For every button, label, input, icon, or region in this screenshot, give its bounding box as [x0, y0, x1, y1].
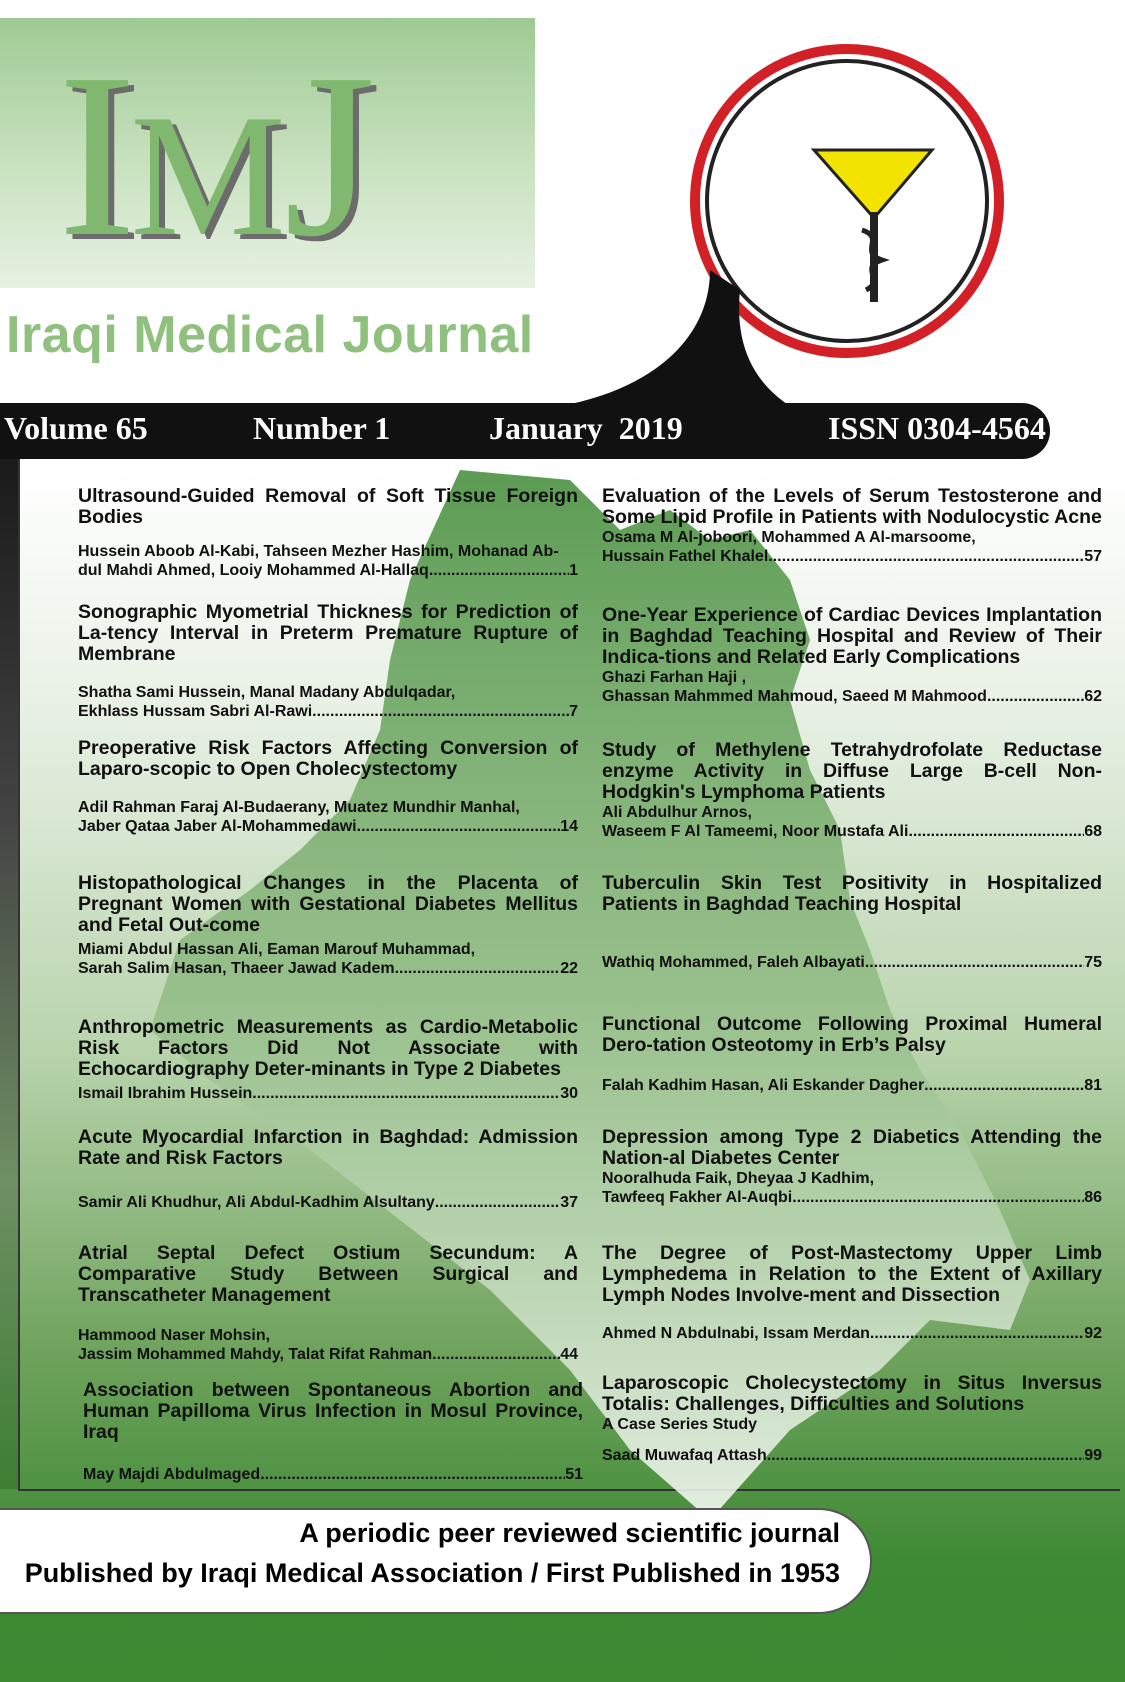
article-authors [78, 683, 578, 721]
article-authors [78, 542, 578, 580]
issue-date: January 2019 [489, 410, 683, 446]
article-title: Evaluation of the Levels of Serum Testosterone and Some Lipid Profile in Patients with Nodulocystic Acne [602, 485, 1102, 528]
journal-description: A periodic peer reviewed scientific journal [299, 1518, 840, 1548]
authors-line: Ismail Ibrahim Hussein [78, 1085, 253, 1102]
authors-line: May Majdi Abdulmaged [83, 1466, 261, 1483]
authors-line: Jaber Qataa Jaber Al-Mohammedawi [78, 818, 357, 835]
toc-entry[interactable] [602, 873, 1102, 972]
publisher-banner [0, 1508, 872, 1614]
article-title: Atrial Septal Defect Ostium Secundum: A Comparative Study Between Surgical and Transcatheter Management [78, 1242, 578, 1306]
article-authors [602, 1324, 1102, 1343]
article-title: One-Year Experience of Cardiac Devices Implantation in Baghdad Teaching Hospital and Review of Their Indica-tions and Related Early Complications [602, 604, 1102, 668]
toc-entry[interactable] [78, 1243, 578, 1364]
authors-line: Samir Ali Khudhur, Ali Abdul-Kadhim Alsultany [78, 1194, 435, 1211]
article-title: Sonographic Myometrial Thickness for Prediction of La-tency Interval in Preterm Premature Rupture of Membrane [78, 601, 578, 665]
left-strip [0, 459, 20, 1489]
article-authors [602, 528, 1102, 566]
page-number: 51 [565, 1466, 583, 1483]
article-authors [602, 1076, 1102, 1095]
page-number: 62 [1084, 688, 1102, 705]
toc-entry[interactable] [602, 1243, 1102, 1343]
toc-entry[interactable] [602, 1014, 1102, 1095]
toc-entry[interactable] [78, 738, 578, 836]
article-title: Tuberculin Skin Test Positivity in Hospitalized Patients in Baghdad Teaching Hospital [602, 872, 1102, 915]
issn-label: ISSN 0304-4564 [828, 410, 1046, 446]
authors-line: Tawfeeq Fakher Al-Auqbi [602, 1189, 793, 1206]
page-number: 92 [1084, 1325, 1102, 1342]
authors-line: Nooralhuda Faik, Dheyaa J Kadhim, [602, 1170, 875, 1187]
toc-entry[interactable] [602, 1127, 1102, 1207]
number-label: Number 1 [253, 410, 391, 446]
authors-line: Wathiq Mohammed, Faleh Albayati [602, 954, 865, 971]
authors-line: dul Mahdi Ahmed, Looiy Mohammed Al-Hallaq [78, 562, 429, 579]
article-title: Ultrasound-Guided Removal of Soft Tissue Foreign Bodies [78, 485, 578, 528]
article-authors [78, 940, 578, 978]
toc-entry[interactable] [602, 1373, 1102, 1465]
toc-entry[interactable] [78, 873, 578, 978]
article-title: Functional Outcome Following Proximal Humeral Dero-tation Osteotomy in Erb’s Palsy [602, 1013, 1102, 1056]
authors-line: Ghazi Farhan Haji , [602, 669, 747, 686]
page-number: 81 [1084, 1077, 1102, 1094]
page-number: 22 [560, 960, 578, 977]
page-number: 30 [560, 1085, 578, 1102]
authors-line: Ghassan Mahmmed Mahmoud, Saeed M Mahmood [602, 688, 987, 705]
page-number: 86 [1084, 1189, 1102, 1206]
toc-entry[interactable] [78, 1017, 578, 1103]
volume-label: Volume 65 [4, 410, 148, 446]
authors-line: Waseem F Al Tameemi, Noor Mustafa Ali [602, 823, 909, 840]
article-subtitle: A Case Series Study [602, 1416, 758, 1433]
article-authors [78, 1193, 578, 1212]
authors-line: Shatha Sami Hussein, Manal Madany Abdulqadar, [78, 684, 456, 701]
article-title: The Degree of Post-Mastectomy Upper Limb Lymphedema in Relation to the Extent of Axillary Lymph Nodes Involve-ment and Dissection [602, 1242, 1102, 1306]
article-title: Laparoscopic Cholecystectomy in Situs Inversus Totalis: Challenges, Difficulties and Solutions [602, 1372, 1102, 1415]
publisher-line: Published by Iraqi Medical Association / First Published in 1953 [24, 1558, 840, 1588]
authors-line: Ekhlass Hussam Sabri Al-Rawi [78, 703, 313, 720]
seal-stem [560, 270, 790, 410]
toc-entry[interactable] [78, 1127, 578, 1212]
article-authors [602, 803, 1102, 841]
page-number: 7 [569, 703, 578, 720]
logo-letter-i: I [58, 25, 131, 285]
toc-entry[interactable] [83, 1380, 583, 1484]
toc-entry[interactable] [78, 602, 578, 721]
logo-letter-j: J [283, 25, 370, 285]
article-title: Acute Myocardial Infarction in Baghdad: Admission Rate and Risk Factors [78, 1126, 578, 1169]
toc-entry[interactable] [78, 486, 578, 580]
authors-line: Hussain Fathel Khalel [602, 548, 769, 565]
authors-line: Falah Kadhim Hasan, Ali Eskander Dagher [602, 1077, 925, 1094]
authors-line: Saad Muwafaq Attash [602, 1447, 767, 1464]
page-number: 75 [1084, 954, 1102, 971]
toc-entry[interactable] [602, 605, 1102, 706]
authors-line: Miami Abdul Hassan Ali, Eaman Marouf Muhammad, [78, 941, 476, 958]
article-title: Preoperative Risk Factors Affecting Conversion of Laparo-scopic to Open Cholecystectomy [78, 737, 578, 780]
article-title: Depression among Type 2 Diabetics Attending the Nation-al Diabetes Center [602, 1126, 1102, 1169]
article-authors [83, 1465, 583, 1484]
journal-logo-text [58, 25, 370, 293]
article-authors [602, 1446, 1102, 1465]
authors-line: Jassim Mohammed Mahdy, Talat Rifat Rahman [78, 1346, 433, 1363]
authors-line: Ali Abdulhur Arnos, [602, 804, 752, 821]
authors-line: Hammood Naser Mohsin, [78, 1327, 271, 1344]
page-number: 14 [560, 818, 578, 835]
article-authors [78, 1326, 578, 1364]
page-number: 99 [1084, 1447, 1102, 1464]
journal-name: Iraqi Medical Journal [6, 306, 534, 364]
article-title: Association between Spontaneous Abortion and Human Papilloma Virus Infection in Mosul Province, Iraq [83, 1379, 583, 1443]
article-authors [602, 953, 1102, 972]
authors-line: Adil Rahman Faraj Al-Budaerany, Muatez Mundhir Manhal, [78, 799, 520, 816]
article-title: Anthropometric Measurements as Cardio-Metabolic Risk Factors Did Not Associate with Echocardiography Deter-minants in Type 2 Diabetes [78, 1016, 578, 1080]
authors-line: Osama M Al-joboori, Mohammed A Al-marsoome, [602, 529, 976, 546]
page-number: 44 [560, 1346, 578, 1363]
logo-letter-m: M [130, 78, 284, 272]
page-number: 1 [569, 562, 578, 579]
article-title: Study of Methylene Tetrahydrofolate Reductase enzyme Activity in Diffuse Large B-cell Non-Hodgkin's Lymphoma Patients [602, 739, 1102, 803]
page-number: 68 [1084, 823, 1102, 840]
article-authors [78, 1084, 578, 1103]
page-number: 37 [560, 1194, 578, 1211]
authors-line: Hussein Aboob Al-Kabi, Tahseen Mezher Hashim, Mohanad Ab- [78, 543, 559, 560]
toc-entry[interactable] [602, 486, 1102, 566]
toc-entry[interactable] [602, 740, 1102, 841]
authors-line: Sarah Salim Hasan, Thaeer Jawad Kadem [78, 960, 395, 977]
authors-line: Ahmed N Abdulnabi, Issam Merdan [602, 1325, 870, 1342]
article-authors [602, 668, 1102, 706]
article-authors [602, 1169, 1102, 1207]
page-number: 57 [1084, 548, 1102, 565]
article-title: Histopathological Changes in the Placenta of Pregnant Women with Gestational Diabetes Mellitus and Fetal Out-come [78, 872, 578, 936]
article-authors [78, 798, 578, 836]
issue-bar [0, 403, 1050, 459]
